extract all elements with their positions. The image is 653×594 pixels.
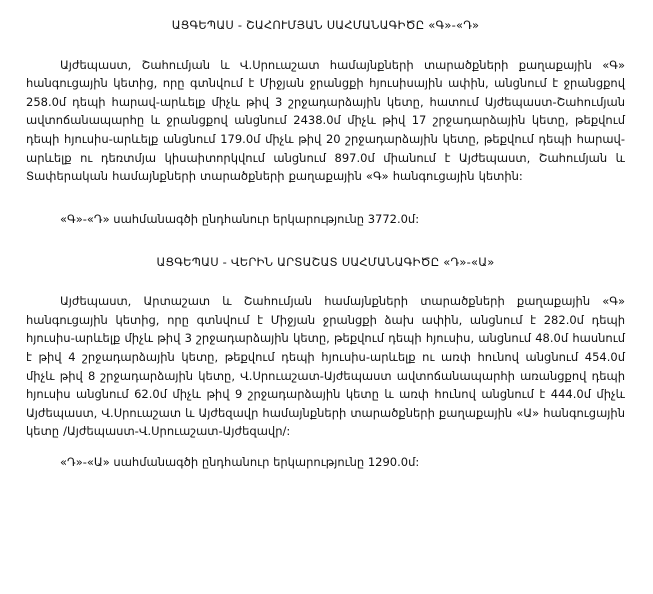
- section-1-total-length-note: «Գ»-«Դ» սահմանագծի ընդհանուր երկարությունը 3772.0մ:: [60, 211, 420, 226]
- section-heading-2: ԱՑԳԵՊԱՍ - ՎԵՐԻՆ ԱՐՏԱՇԱՏ ՍԱՀՄԱՆԱԳԻԾԸ «Դ»-«Ա»: [156, 254, 495, 269]
- paragraph-spacer: [26, 190, 625, 196]
- section-2-body-paragraph: Այժեպաստ, Արտաշատ և Շահումյան համայնքների տարածքների քաղաքային «Գ» հանգուցային կետից, որը գտնվում է Միջյան ջրանցքի ձախ ափին, անցնում է 282.0մ դեպի հյուսիս-արևելք միչև թիվ 3 շրջադարձային կետը, թեքվում դեպի հյուսիս, անցնում 48.0մ հասնում է թիվ 4 շրջադարձային կետը, թեքվում դեպի հյուսիս-արևելք ու առփ հունով անցնում 454.0մ միչև թիվ 8 շրջադարձային կետը, Վ.Սրուաշատ-Այժեպաստ ավտոճանապարհի առանցքով դեպի հյուսիս անցնում 62.0մ միչև թիվ 9 շրջադարձային կետը և առփ հունով անցնում է 444.0մ միչև Այժեպաստ, Վ.Սրուաշատ և Այժեզավր համայնքների տարածքների քաղաքային «Ա» հանգուցային կետը /Այժեպաստ-Վ.Սրուաշատ-Այժեզավր/:: [26, 294, 625, 439]
- section-heading-1: ԱՑԳԵՊԱՍ - ՇԱՀՈՒՄՅԱՆ ՍԱՀՄԱՆԱԳԻԾԸ «Գ»-«Դ»: [171, 18, 480, 32]
- section-2-total-length-note: «Դ»-«Ա» սահմանագծի ընդհանուր երկարությունը 1290.0մ:: [60, 455, 420, 470]
- section-1-body-paragraph: Այժեպաստ, Շահումյան և Վ.Սրուաշատ համայնքների տարածքների քաղաքային «Գ» հանգուցային կետից, որը գտնվում է Միջյան ջրանցքի հյուսիսային ափին, անցնում է ջրանցքով 258.0մ դեպի հարավ-արևելք միչև թիվ 3 շրջադարձային կետը, հատում Այժեպաստ-Շահումյան ավտոճանապարհը և ջրանցքով անցնում 2438.0մ միչև թիվ 17 շրջադարձային կետը, թեքվում դեպի հյուսիս-արևելք անցնում 179.0մ միչև թիվ 20 շրջադարձային կետը, թեքվում դեպի հարավ-արևելք ու դեռտմյա կիսաիտորկվում անցնում 897.0մ միանում է Այժեպաստ, Շահումյան և Տափերական համայնքների տարածքների քաղաքային «Գ» հանգուցային կետին:: [26, 57, 625, 184]
